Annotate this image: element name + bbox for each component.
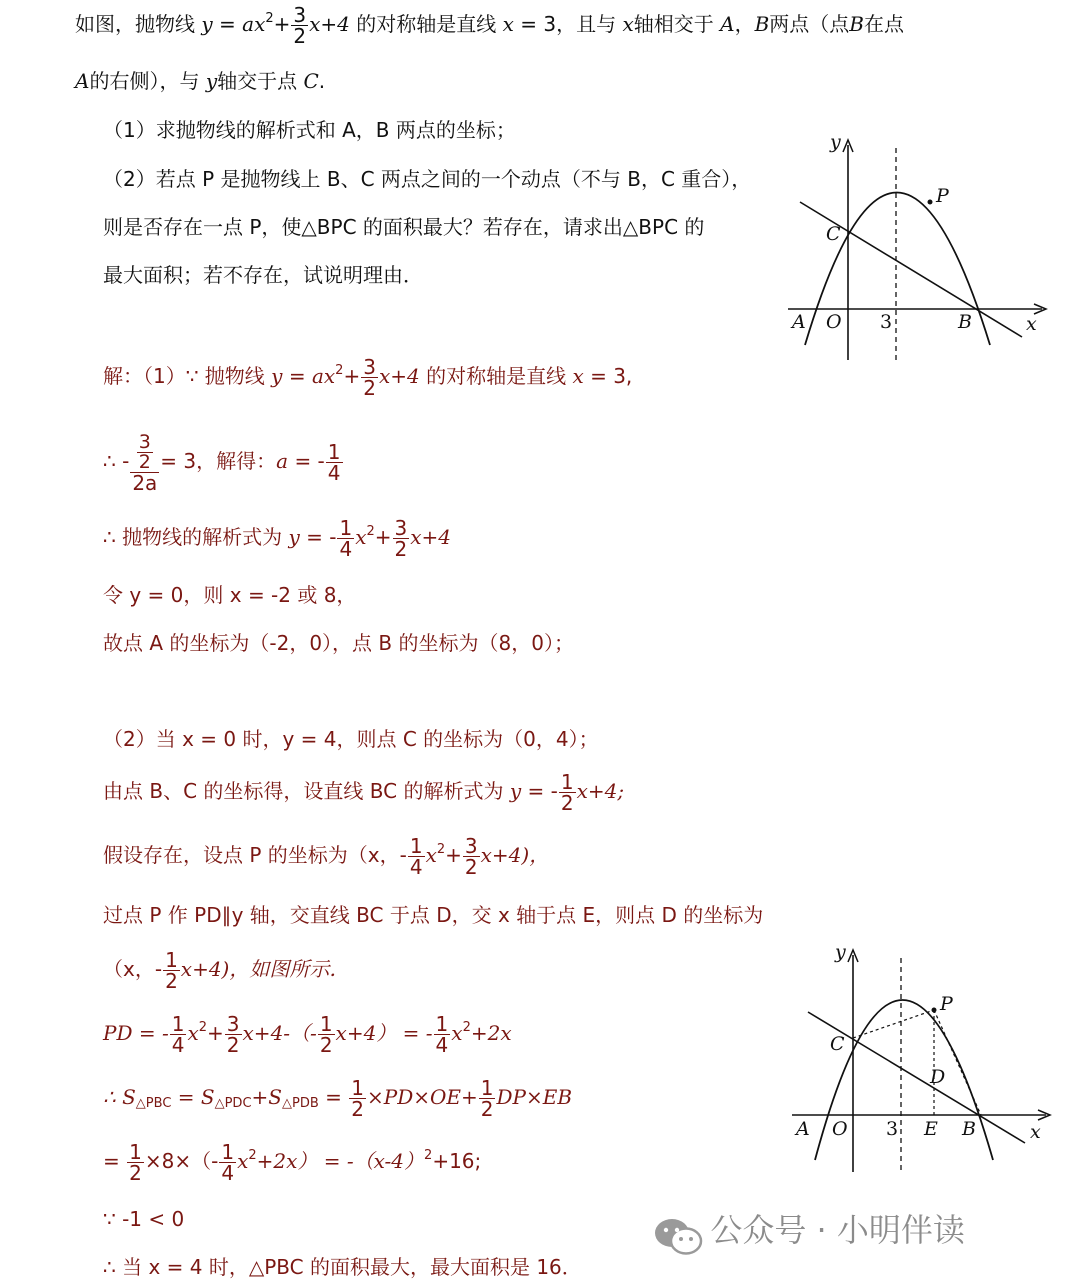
problem-line-1: 如图，抛物线 $y = ax^2+$ $\frac{3}{2}$ x+4 的对称轴是直线 x = 3，且与 x轴相交于 A，B两点（点B在点	[75, 3, 904, 48]
label-p: P	[936, 185, 949, 207]
var-y: y	[201, 12, 213, 36]
part2-line-5: （x，- $\frac{1}{2}$ x+4)，如图所示．	[103, 948, 350, 993]
question-2-line-2: 则是否存在一点 P，使△BPC 的面积最大？若存在，请求出△BPC 的	[103, 215, 705, 239]
solution-line-3: ∴ 抛物线的解析式为 y = - $\frac{1}{4}$ $x^2+$ $\frac{3}{2}$ x+4	[103, 516, 452, 561]
part2-line-2: 由点 B、C 的坐标得，设直线 BC 的解析式为 y = - $\frac{1}{2}$ x+4;	[103, 770, 625, 815]
plus: +	[273, 12, 291, 36]
negative-coefficient: ∵ -1 < 0	[103, 1207, 185, 1231]
var-x4: x+4	[309, 12, 350, 36]
var-B: B	[754, 12, 770, 36]
text: 轴相交于	[633, 12, 714, 36]
text: 如图，抛物线	[75, 12, 195, 36]
text: 的对称轴是直线	[356, 12, 497, 36]
label-c: C	[826, 223, 841, 245]
label-x: x	[1030, 1121, 1041, 1143]
wechat-icon	[652, 1214, 704, 1258]
var-x: x	[622, 12, 634, 36]
problem-line-2: A的右侧），与 y轴交于点 C.	[75, 69, 326, 93]
label-c: C	[830, 1033, 845, 1055]
var-ax: ax	[242, 12, 266, 36]
label-3: 3	[880, 311, 893, 333]
nested-fraction: $\frac{\frac{3}{2}}{2a}$	[132, 430, 158, 495]
solution-line-5: 故点 A 的坐标为（-2，0），点 B 的坐标为（8，0）；	[103, 631, 574, 655]
final-answer: ∴ 当 x = 4 时，△PBC 的面积最大，最大面积是 16．	[103, 1255, 582, 1279]
label-y: y	[835, 941, 846, 963]
watermark-text: 公众号 · 小明伴读	[710, 1211, 965, 1249]
label-b: B	[962, 1118, 976, 1140]
var-A: A	[75, 69, 90, 93]
exp: 2	[265, 11, 274, 26]
pd-equation: PD = - $\frac{1}{4}$ $x^2+$ $\frac{3}{2}$ x+4-（- $\frac{1}{2}$ x+4） = - $\frac{1}{4}$ $x^2+2x$	[103, 1012, 512, 1057]
segment-cp	[853, 1010, 934, 1038]
label-x: x	[1026, 313, 1037, 335]
question-1: （1）求抛物线的解析式和 A，B 两点的坐标；	[103, 118, 516, 142]
label-e: E	[924, 1118, 938, 1140]
text: =	[219, 12, 243, 36]
label-p: P	[940, 993, 953, 1015]
point-p	[928, 200, 933, 205]
part2-line-4: 过点 P 作 PD∥y 轴，交直线 BC 于点 D，交 x 轴于点 E，则点 D 的坐标为	[103, 903, 764, 927]
solution-line-4: 令 y = 0，则 x = -2 或 8，	[103, 583, 357, 607]
var-B: B	[849, 12, 864, 36]
label-a: A	[792, 311, 806, 333]
solution-line-1: 解：（1）∵ 抛物线 $y = ax^2+$ $\frac{3}{2}$ x+4 的对称轴是直线 x = 3,	[103, 355, 633, 400]
label-d: D	[930, 1066, 946, 1088]
fraction-3-2: $\frac{3}{2}$	[293, 3, 307, 48]
point-p	[932, 1008, 937, 1013]
var-A: A	[720, 12, 735, 36]
area-equation: ∴ $S_{\triangle PBC} = S_{\triangle PDC}+S_{\triangle PDB}$ = $\frac{1}{2}$ ×PD×OE+ $\frac{1}{2}$ DP×EB	[103, 1076, 573, 1121]
label-o: O	[832, 1118, 848, 1140]
label-y: y	[830, 131, 841, 153]
watermark	[652, 1208, 965, 1252]
question-2-line-3: 最大面积；若不存在，试说明理由．	[103, 263, 423, 287]
part2-line-3: 假设存在，设点 P 的坐标为（x，- $\frac{1}{4}$ $x^2+$ $\frac{3}{2}$ x+4)，	[103, 834, 550, 879]
var-C: C	[303, 69, 319, 93]
part2-line-1: （2）当 x = 0 时，y = 4，则点 C 的坐标为（0，4）；	[103, 727, 599, 751]
text: 在点	[863, 12, 904, 36]
figure-1	[780, 120, 1060, 370]
label-a: A	[796, 1118, 810, 1140]
text: 两点（点	[769, 12, 850, 36]
value-equation: = $\frac{1}{2}$ ×8×（- $\frac{1}{4}$ $x^2+2x) = -(x-4)^2+16$;	[103, 1140, 482, 1185]
solution-line-2: ∴ - $\frac{\frac{3}{2}}{2a}$ = 3，解得：a = - $\frac{1}{4}$	[103, 430, 341, 495]
text: = 3，且与	[520, 12, 617, 36]
label-3: 3	[886, 1118, 899, 1140]
label-b: B	[958, 311, 972, 333]
var-y: y	[205, 69, 218, 93]
var-x: x	[502, 12, 514, 36]
question-2-line-1: （2）若点 P 是抛物线上 B、C 两点之间的一个动点（不与 B，C 重合），	[103, 167, 752, 191]
segment-pb	[934, 1010, 981, 1115]
figure-2	[780, 930, 1065, 1180]
label-o: O	[826, 311, 842, 333]
fraction-3-2: $\frac{3}{2}$	[363, 355, 376, 400]
